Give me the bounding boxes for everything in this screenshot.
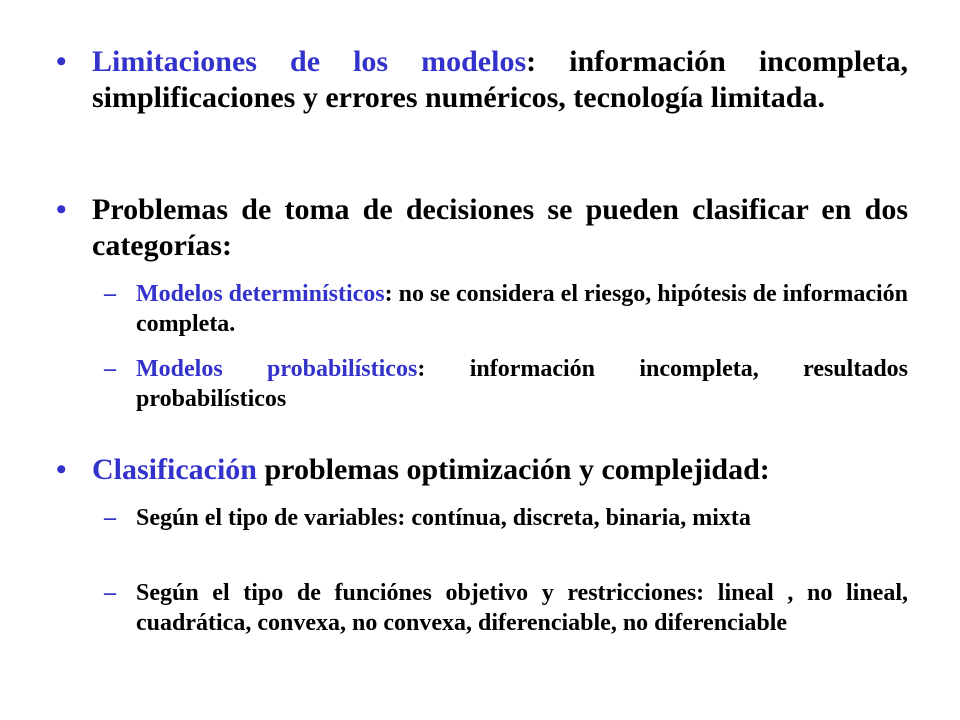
subitem-funciones bbox=[104, 578, 908, 638]
subitem-deterministicos bbox=[104, 279, 908, 339]
subitem-dash: – bbox=[104, 356, 116, 382]
subitem-body: Según el tipo de funciónes objetivo y restricciones: lineal , no lineal, cuadrática, convexa, no convexa, diferenciable, no diferenciable bbox=[136, 580, 908, 636]
bullet-text bbox=[92, 44, 908, 116]
subitem-variables bbox=[104, 503, 908, 533]
bullet-highlight: Clasificación bbox=[92, 453, 257, 486]
bullet-problemas bbox=[56, 192, 908, 264]
bullet-text bbox=[92, 452, 908, 488]
subitem-text bbox=[136, 279, 908, 339]
subitem-dash: – bbox=[104, 505, 116, 531]
subitem-text bbox=[136, 503, 908, 533]
subitem-probabilisticos bbox=[104, 354, 908, 414]
bullet-dot: • bbox=[56, 193, 67, 226]
bullet-text bbox=[92, 192, 908, 264]
subitem-dash: – bbox=[104, 281, 116, 307]
subitem-text bbox=[136, 354, 908, 414]
bullet-dot: • bbox=[56, 45, 67, 78]
bullet-body: problemas optimización y complejidad: bbox=[257, 453, 770, 486]
subitem-text bbox=[136, 578, 908, 638]
subitem-body: : no se considera el riesgo, hipótesis de información completa. bbox=[136, 281, 908, 337]
subitem-dash: – bbox=[104, 580, 116, 606]
bullet-highlight: Limitaciones de los modelos bbox=[92, 45, 527, 78]
bullet-clasificacion bbox=[56, 452, 908, 488]
bullet-body: Problemas de toma de decisiones se pueden clasificar en dos categorías: bbox=[92, 193, 908, 262]
bullet-body: : información incompleta, simplificaciones y errores numéricos, tecnología limitada. bbox=[92, 45, 908, 114]
bullet-dot: • bbox=[56, 453, 67, 486]
bullet-limitaciones bbox=[56, 44, 908, 116]
subitem-body: : información incompleta, resultados probabilísticos bbox=[136, 356, 908, 412]
subitem-highlight: Modelos probabilísticos bbox=[136, 356, 418, 382]
subitem-highlight: Modelos determinísticos bbox=[136, 281, 385, 307]
subitem-body: Según el tipo de variables: contínua, discreta, binaria, mixta bbox=[136, 505, 751, 531]
